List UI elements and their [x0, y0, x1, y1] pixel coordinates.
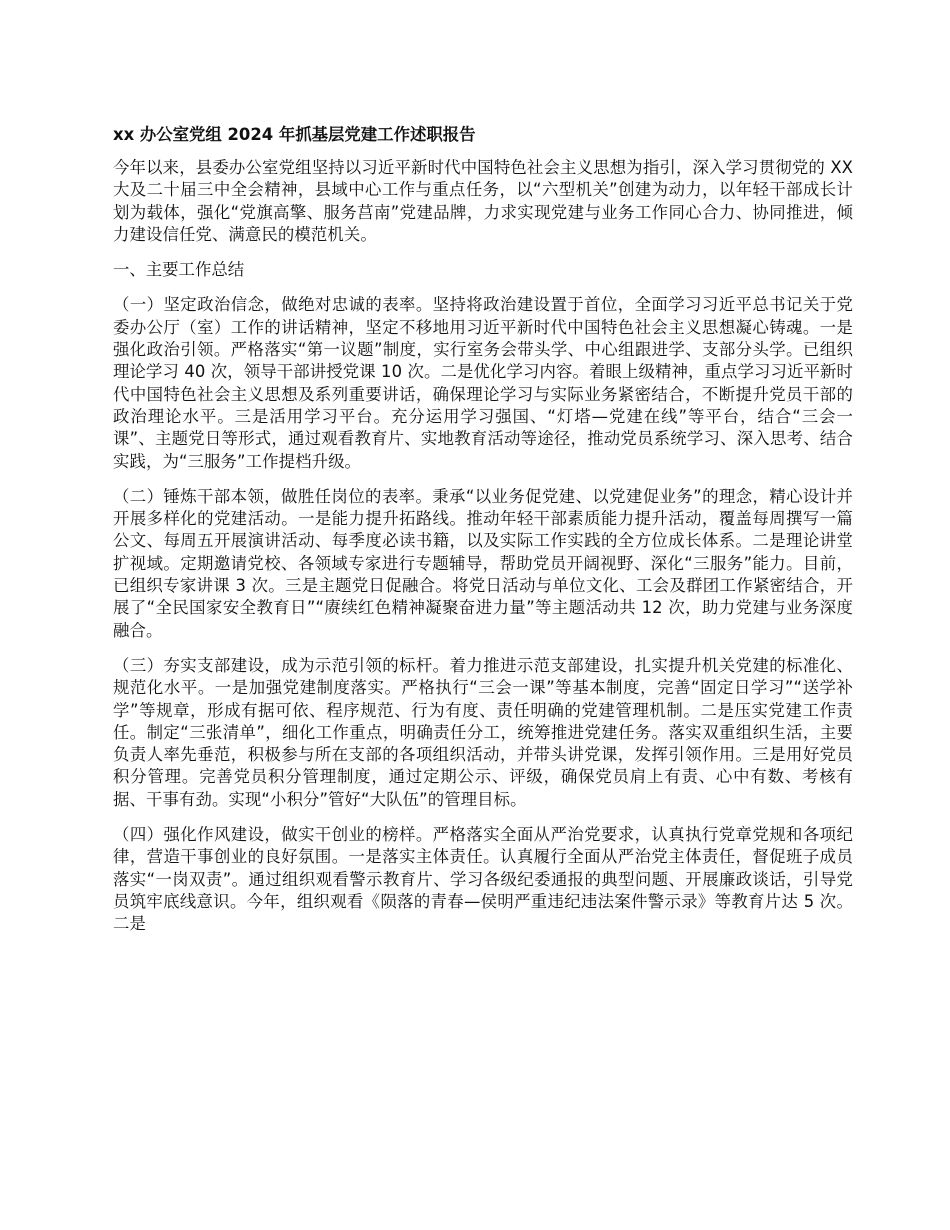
paragraph-work-style: （四）强化作风建设，做实干创业的榜样。严格落实全面从严治党要求，认真执行党章党规和各项纪律，营造干事创业的良好氛围。一是落实主体责任。认真履行全面从严治党主体责任，督促班子成员落实“一岗双责”。通过组织观看警示教育片、学习各级纪委通报的典型问题、开展廉政谈话，引导党员筑牢底线意识。今年，组织观看《陨落的青春—侯明严重违纪违法案件警示录》等教育片达 5 次。二是: [113, 825, 853, 934]
document-body: [113, 123, 853, 949]
paragraph-cadre-skills: （二）锤炼干部本领，做胜任岗位的表率。秉承“以业务促党建、以党建促业务”的理念，精心设计并开展多样化的党建活动。一是能力提升拓路线。推动年轻干部素质能力提升活动，覆盖每周撰写一篇公文、每周五开展演讲活动、每季度必读书籍，以及实际工作实践的全方位成长体系。二是理论讲堂扩视域。定期邀请党校、各领域专家进行专题辅导，帮助党员开阔视野、深化“三服务”能力。目前，已组织专家讲课 3 次。三是主题党日促融合。将党日活动与单位文化、工会及群团工作紧密结合，开展了“全民国家安全教育日”“赓续红色精神凝聚奋进力量”等主题活动共 12 次，助力党建与业务深度融合。: [113, 486, 853, 640]
section-heading: 一、主要工作总结: [113, 260, 245, 280]
paragraph-branch-building: （三）夯实支部建设，成为示范引领的标杆。着力推进示范支部建设，扎实提升机关党建的标准化、规范化水平。一是加强党建制度落实。严格执行“三会一课”等基本制度，完善“固定日学习”“送学补学”等规章，形成有据可依、程序规范、行为有度、责任明确的党建管理机制。二是压实党建工作责任。制定“三张清单”，细化工作重点，明确责任分工，统筹推进党建任务。落实双重组织生活，主要负责人率先垂范，积极参与所在支部的各项组织活动，并带头讲党课，发挥引领作用。三是用好党员积分管理。完善党员积分管理制度，通过定期公示、评级，确保党员肩上有责、心中有数、考核有据、干事有劲。实现“小积分”管好“大队伍”的管理目标。: [113, 655, 853, 809]
paragraph-political-belief: （一）坚定政治信念，做绝对忠诚的表率。坚持将政治建设置于首位，全面学习习近平总书记关于党委办公厅（室）工作的讲话精神，坚定不移地用习近平新时代中国特色社会主义思想凝心铸魂。一是强化政治引领。严格落实“第一议题”制度，实行室务会带头学、中心组跟进学、支部分头学。已组织理论学习 40 次，领导干部讲授党课 10 次。二是优化学习内容。着眼上级精神，重点学习习近平新时代中国特色社会主义思想及系列重要讲话，确保理论学习与实际业务紧密结合，不断提升党员干部的政治理论水平。三是活用学习平台。充分运用学习强国、“灯塔—党建在线”等平台，结合“三会一课”、主题党日等形式，通过观看教育片、实地教育活动等途径，推动党员系统学习、深入思考、结合实践，为“三服务”工作提档升级。: [113, 295, 853, 471]
intro-paragraph: 今年以来，县委办公室党组坚持以习近平新时代中国特色社会主义思想为指引，深入学习贯彻党的 XX 大及二十届三中全会精神，县域中心工作与重点任务，以“六型机关”创建为动力，以年轻干部成长计划为载体，强化“党旗高擎、服务莒南”党建品牌，力求实现党建与业务工作同心合力、协同推进，倾力建设信任党、满意民的模范机关。: [113, 158, 853, 244]
document-title: xx 办公室党组 2024 年抓基层党建工作述职报告: [113, 125, 476, 144]
